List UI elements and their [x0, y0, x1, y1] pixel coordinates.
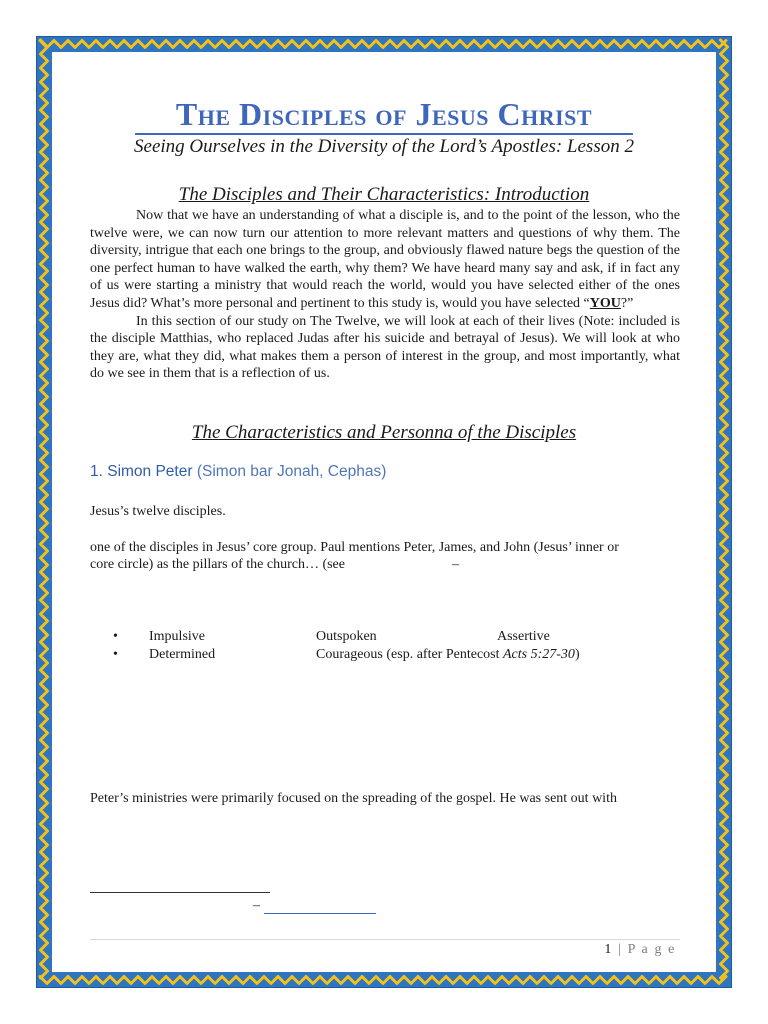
scripture-reference: Acts 5:27-30	[503, 647, 575, 662]
footnote-separator	[90, 892, 270, 893]
disciple-name: 1. Simon Peter	[90, 463, 193, 480]
disciple-aliases: (Simon bar Jonah, Cephas)	[196, 463, 387, 480]
document-title: The Disciples of Jesus Christ	[175, 96, 593, 132]
footer-rule	[90, 939, 680, 940]
document-subtitle: Seeing Ourselves in the Diversity of the Lord’s Apostles: Lesson 2	[134, 136, 634, 157]
trait-determined: Determined	[149, 647, 216, 662]
trait-courageous	[316, 646, 580, 664]
trait-text: )	[574, 647, 580, 662]
page-number	[604, 942, 676, 958]
peter-line-2a: one of the disciples in Jesus’ core group. Paul mentions Peter, James, and John (Jesus’ inner or	[90, 540, 619, 555]
page-word: P a g e	[627, 942, 676, 957]
bullet-icon: •	[113, 647, 118, 662]
intro-paragraph-1	[90, 207, 680, 313]
peter-ministry-line: Peter’s ministries were primarily focused on the spreading of the gospel. He was sent out with	[90, 791, 617, 806]
page-number-value: 1	[604, 942, 613, 957]
footnote-link-underline	[264, 913, 376, 914]
page-number-separator: |	[618, 942, 623, 957]
bullet-icon: •	[113, 629, 118, 644]
trait-impulsive: Impulsive	[149, 629, 205, 644]
trait-outspoken: Outspoken	[316, 629, 377, 644]
peter-line-2b	[90, 556, 690, 574]
emphasis-you: YOU	[589, 295, 621, 311]
line-text: core circle) as the pillars of the church… (see	[90, 557, 345, 572]
trait-text: Courageous (esp. after Pentecost	[316, 647, 503, 662]
trait-assertive: Assertive	[497, 629, 550, 644]
footnote-dash: –	[253, 898, 260, 913]
paragraph-text: Now that we have an understanding of what a disciple is, and to the point of the lesson, who the twelve were, we can now turn our attention to more relevant matters and questions of why them. The diversity, intrigue that each one brings to the group, and obviously flawed nature begs the question of the one perfect human to have walked the earth, why them? We have heard many say and ask, if in fact any of us were starting a ministry that would reach the world, would you have selected either of the ones Jesus did? What’s more personal and pertinent to this study is, would you have selected “	[90, 208, 680, 311]
characteristics-heading: The Characteristics and Personna of the Disciples	[191, 422, 577, 443]
intro-body	[90, 207, 680, 383]
intro-paragraph-2: In this section of our study on The Twelve, we will look at each of their lives (Note: included is the disciple Matthias, who replaced Judas after his suicide and betrayal of Jesus). We will look at who they are, what they did, what makes them a person of interest in the group, and most importantly, what do we see in them that is a reflection of us.	[90, 313, 680, 382]
disciple-heading-simon-peter	[90, 462, 386, 482]
intro-heading: The Disciples and Their Characteristics: Introduction	[178, 184, 590, 205]
paragraph-text: ?”	[620, 295, 634, 311]
peter-line-1: Jesus’s twelve disciples.	[90, 504, 226, 519]
line-dash: –	[452, 557, 459, 572]
